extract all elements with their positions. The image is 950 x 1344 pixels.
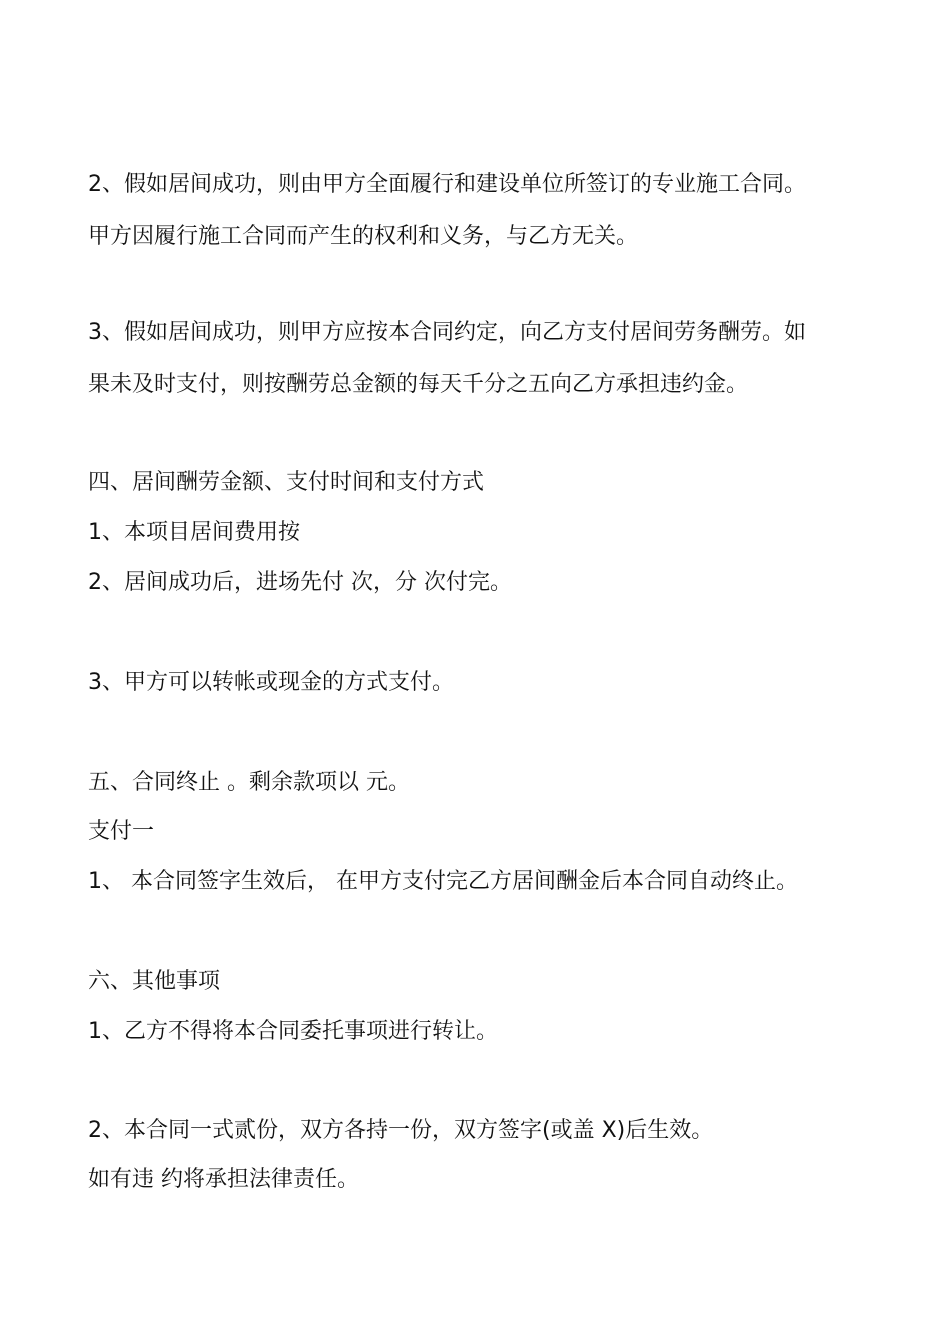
clause-4-2: 2、居间成功后，进场先付 次，分 次付完。 [88, 570, 512, 595]
clause-3-2-line-1: 2、假如居间成功，则由甲方全面履行和建设单位所签订的专业施工合同。 [88, 172, 806, 197]
clause-6-2-line-1: 2、本合同一式贰份，双方各持一份，双方签字(或盖 X)后生效。 [88, 1118, 714, 1143]
clause-5-1: 1、 本合同签字生效后， 在甲方支付完乙方居间酬金后本合同自动终止。 [88, 869, 798, 894]
clause-4-3: 3、甲方可以转帐或现金的方式支付。 [88, 670, 454, 695]
section-5-continuation: 支付一 [88, 819, 155, 844]
clause-3-2-line-2: 甲方因履行施工合同而产生的权利和义务，与乙方无关。 [88, 224, 639, 249]
section-4-heading: 四、居间酬劳金额、支付时间和支付方式 [88, 470, 485, 495]
section-5-heading: 五、合同终止 。剩余款项以 元。 [88, 770, 410, 795]
clause-3-3-line-1: 3、假如居间成功，则甲方应按本合同约定，向乙方支付居间劳务酬劳。如 [88, 320, 806, 345]
clause-3-3-line-2: 果未及时支付，则按酬劳总金额的每天千分之五向乙方承担违约金。 [88, 372, 749, 397]
clause-6-2-line-2: 如有违 约将承担法律责任。 [88, 1167, 359, 1192]
clause-6-1: 1、乙方不得将本合同委托事项进行转让。 [88, 1019, 498, 1044]
clause-4-1: 1、本项目居间费用按 [88, 520, 300, 545]
section-6-heading: 六、其他事项 [88, 969, 221, 994]
